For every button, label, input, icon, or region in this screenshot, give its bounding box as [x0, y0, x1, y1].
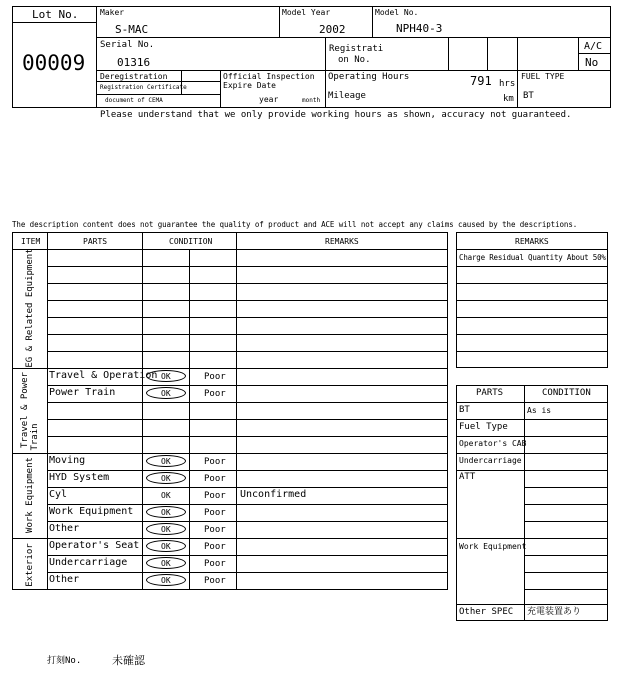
- col-condition-header: CONDITION: [169, 237, 213, 246]
- model-year-value: 2002: [319, 23, 346, 36]
- ok-option: OK: [161, 508, 171, 517]
- inspection-label-2: Expire Date: [223, 81, 276, 90]
- bt-label: BT: [459, 405, 470, 415]
- poor-option: Poor: [204, 457, 226, 467]
- poor-option: Poor: [204, 576, 226, 586]
- fuel-type-value: BT: [523, 91, 534, 101]
- undercarriage-label: Undercarriage: [459, 456, 522, 465]
- model-no-value: NPH40-3: [396, 22, 443, 35]
- mileage-label: Mileage: [328, 91, 366, 101]
- poor-option: Poor: [204, 559, 226, 569]
- ok-option: OK: [161, 491, 171, 500]
- maker-value: S-MAC: [115, 23, 149, 36]
- col-item-header: ITEM: [21, 237, 41, 246]
- month-label: month: [302, 97, 321, 104]
- right-col-condition: CONDITION: [542, 388, 591, 398]
- cema-label: document of CEMA: [105, 97, 163, 104]
- stamp-number-value: 未確認: [112, 654, 145, 667]
- ok-option: OK: [161, 525, 171, 534]
- group-travel-power-line1: Travel & Power: [20, 372, 30, 448]
- group-eg-related-equipment: EG & Related Equipment: [25, 248, 35, 368]
- deregistration-label: Deregistration: [100, 72, 168, 81]
- att-label: ATT: [459, 472, 476, 482]
- poor-option: Poor: [204, 372, 226, 382]
- registration-certificate-label: Registration Certificate: [100, 84, 187, 91]
- poor-option: Poor: [204, 491, 226, 501]
- part-name: Power Train: [49, 387, 116, 398]
- serial-value: 01316: [117, 56, 151, 69]
- part-name: Other: [49, 574, 80, 585]
- ac-label: A/C: [584, 41, 603, 52]
- km-unit: km: [503, 94, 514, 104]
- ok-option: OK: [161, 474, 171, 483]
- poor-option: Poor: [204, 474, 226, 484]
- year-label: year: [259, 95, 279, 104]
- battery-remark: Charge Residual Quantity About 50%: [459, 253, 606, 262]
- stamp-number-label: 打刻No.: [47, 656, 82, 666]
- inspection-table: [12, 232, 448, 590]
- group-travel-power-line2: Train: [30, 423, 40, 451]
- serial-label: Serial No.: [100, 40, 155, 50]
- other-spec-value: 充電装置あり: [527, 607, 582, 617]
- model-no-label: Model No.: [375, 8, 419, 17]
- ok-option: OK: [161, 559, 171, 568]
- lot-label: Lot No.: [32, 8, 79, 21]
- part-name: Other: [49, 523, 80, 534]
- right-parts-table: [456, 385, 608, 621]
- part-name: Moving: [49, 455, 86, 466]
- registration-label-1: Registrati: [329, 44, 384, 54]
- accuracy-notice: Please understand that we only provide working hours as shown, accuracy not guaranteed.: [100, 110, 572, 120]
- poor-option: Poor: [204, 525, 226, 535]
- part-name: Cyl: [49, 489, 68, 500]
- col-parts-header: PARTS: [83, 237, 108, 246]
- poor-option: Poor: [204, 542, 226, 552]
- part-name: Work Equipment: [49, 506, 134, 517]
- ok-option: OK: [161, 576, 171, 585]
- ok-option: OK: [161, 457, 171, 466]
- poor-option: Poor: [204, 508, 226, 518]
- group-exterior: Exterior: [25, 543, 35, 587]
- part-name: Travel & Operation: [49, 370, 158, 381]
- part-name: Undercarriage: [49, 557, 128, 568]
- ok-option: OK: [161, 542, 171, 551]
- ac-value: No: [585, 56, 599, 69]
- registration-label-2: on No.: [338, 55, 371, 65]
- part-name: HYD System: [49, 472, 110, 483]
- model-year-label: Model Year: [282, 8, 331, 17]
- remark-text: Unconfirmed: [240, 489, 307, 500]
- part-name: Operator's Seat: [49, 540, 140, 551]
- operator-cab-label: Operator's CAB: [459, 439, 527, 448]
- ok-option: OK: [161, 389, 171, 398]
- lot-number: 00009: [22, 51, 86, 75]
- fuel-type-row-label: Fuel Type: [459, 422, 508, 432]
- operating-hours-label: Operating Hours: [328, 72, 410, 82]
- inspection-label-1: Official Inspection: [223, 72, 315, 81]
- description-disclaimer: The description content does not guarantee the quality of product and ACE will not accept any claims caused by the descriptions.: [12, 220, 578, 229]
- right-remarks-header: REMARKS: [515, 237, 549, 246]
- col-remarks-header: REMARKS: [325, 237, 359, 246]
- right-col-parts: PARTS: [476, 388, 504, 398]
- bt-condition: As is: [527, 406, 552, 415]
- maker-label: Maker: [100, 8, 125, 17]
- fuel-type-label: FUEL TYPE: [521, 72, 565, 81]
- other-spec-label: Other SPEC: [459, 607, 514, 617]
- group-work-equipment: Work Equipment: [25, 457, 35, 533]
- work-equipment-label: Work Equipment: [459, 542, 527, 551]
- poor-option: Poor: [204, 389, 226, 399]
- ok-option: OK: [161, 372, 171, 381]
- hrs-unit: hrs: [499, 79, 516, 89]
- operating-hours-value: 791: [470, 74, 492, 88]
